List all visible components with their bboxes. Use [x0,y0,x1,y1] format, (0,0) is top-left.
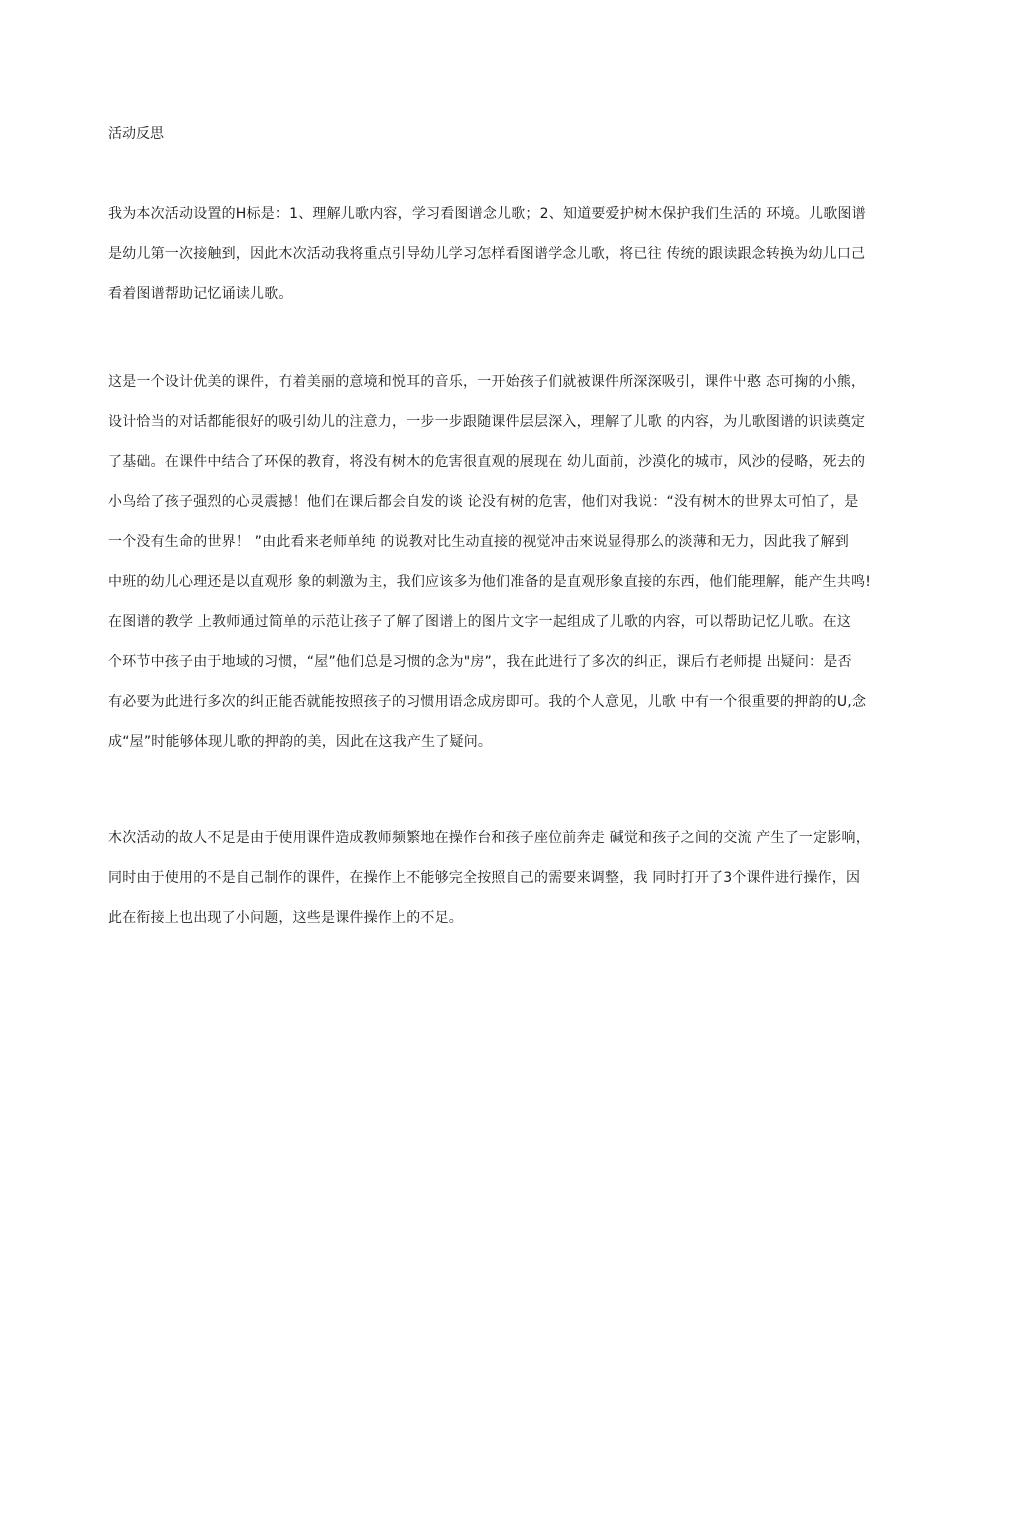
paragraph-line: 在图谱的教学 上教师通过简单的示范让孩子了解了图谱上的图片文字一起组成了儿歌的内容，可以帮助记忆儿歌。在这 [108,614,852,630]
paragraph-line: 了基础。在课件中结合了环保的教育，将没有树木的危害很直观的展现在 幼儿面前，沙漠化的城市，风沙的侵略，死去的 [108,454,866,470]
paragraph-line: 是幼儿第一次接触到，因此木次活动我将重点引导幼儿学习怎样看图谱学念儿歌，将已往 传统的跟读跟念转换为幼儿口己 [108,246,866,262]
paragraph-line: 小鸟给了孩子强烈的心灵震撼！他们在课后都会自发的谈 论没有树的危害，他们对我说：“没有树木的世界太可怕了，是 [108,494,859,510]
paragraph-line: 木次活动的故人不足是由于使用课件造成教师频繁地在操作台和孩子座位前奔走 碱觉和孩子之间的交流 产生了一定影响， [108,830,870,846]
paragraph-line: 看着图谱帮助记忆诵读儿歌。 [108,286,293,302]
paragraph-line: 成“屋”时能够体现儿歌的押韵的美，因此在这我产生了疑问。 [108,734,493,750]
document-title: 活动反思 [108,126,164,142]
paragraph-line: 一个没有生命的世界！ ”由此看来老师单纯 的说教对比生动直接的视觉冲击來说显得那么的淡薄和无力，因此我了解到 [108,534,849,550]
paragraph-line: 同时由于使用的不是自己制作的课件，在操作上不能够完全按照自己的需要来调整，我 同时打开了3个课件进行操作，因 [108,870,861,886]
paragraph-line: 中班的幼儿心理还是以直观形 象的刺激为主，我们应该多为他们准备的是直观形象直接的东西，他们能理解，能产生共鸣! [108,574,872,590]
paragraph-courseware [108,372,948,772]
paragraph-line: 此在衔接上也出现了小问题，这些是课件操作上的不足。 [108,910,463,926]
paragraph-line: 这是一个设计优美的课件，冇着美丽的意境和悦耳的音乐，一开始孩子们就被课件所深深吸引，课件屮憨 态可掬的小熊， [108,374,866,390]
paragraph-line: 设计恰当的对话都能很好的吸引幼儿的注意力，一步一步跟随课件层层深入，理解了儿歌 的内容，为儿歌图谱的识读奠定 [108,414,866,430]
paragraph-shortcomings [108,828,948,948]
paragraph-line: 我为本次活动设置的H标是：1、理解儿歌内容，学习看图谱念儿歌；2、知道要爱护树木保护我们生活的 环境。儿歌图谱 [108,206,866,222]
paragraph-line: 有必要为此进行多次的纠正能否就能按照孩子的习惯用语念成房即可。我的个人意见，儿歌 中有一个很重要的押韵的U,念 [108,694,867,710]
paragraph-line: 个环节中孩子由于地域的习惯，“屋”他们总是习惯的念为"房”，我在此进行了多次的纠正，课后冇老师提 出疑问：是否 [108,654,852,670]
paragraph-goals [108,204,948,324]
